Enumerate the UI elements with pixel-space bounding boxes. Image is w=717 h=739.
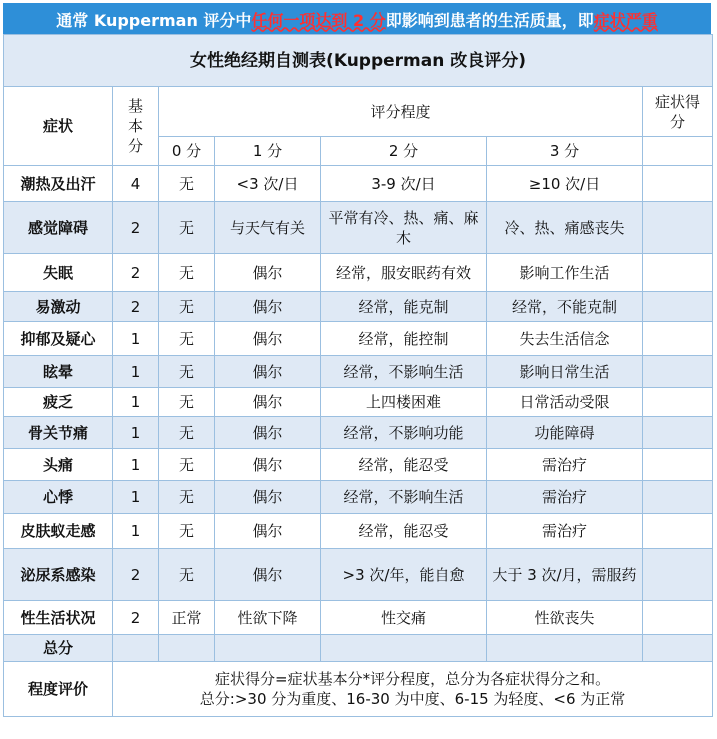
level-0-desc: 正常 bbox=[159, 601, 215, 635]
base-score: 4 bbox=[113, 166, 159, 202]
table-row bbox=[4, 601, 713, 635]
symptom-name: 疲乏 bbox=[4, 388, 113, 417]
header-level-1: 1 分 bbox=[215, 137, 321, 166]
level-3-desc: ≥10 次/日 bbox=[487, 166, 643, 202]
evaluation-line-2: 总分:>30 分为重度、16-30 为中度、6-15 为轻度、<6 为正常 bbox=[199, 690, 626, 708]
level-2-desc: 3-9 次/日 bbox=[321, 166, 487, 202]
level-0-desc: 无 bbox=[159, 449, 215, 481]
symptom-name: 感觉障碍 bbox=[4, 202, 113, 254]
level-0-desc: 无 bbox=[159, 388, 215, 417]
header-symptom-score: 症状得分 bbox=[643, 87, 713, 137]
total-cell bbox=[215, 635, 321, 662]
symptom-name: 易激动 bbox=[4, 292, 113, 322]
symptom-name: 潮热及出汗 bbox=[4, 166, 113, 202]
symptom-score-cell bbox=[643, 322, 713, 356]
level-3-desc: 大于 3 次/月，需服药 bbox=[487, 549, 643, 601]
base-score: 2 bbox=[113, 601, 159, 635]
header-base-score: 基本分 bbox=[113, 87, 159, 166]
level-3-desc: 影响日常生活 bbox=[487, 356, 643, 388]
level-1-desc: 偶尔 bbox=[215, 449, 321, 481]
level-2-desc: 经常，服安眠药有效 bbox=[321, 254, 487, 292]
total-cell bbox=[643, 635, 713, 662]
base-score: 2 bbox=[113, 292, 159, 322]
banner-text-2: 即影响到患者的生活质量，即 bbox=[385, 10, 594, 30]
total-cell bbox=[487, 635, 643, 662]
total-cell bbox=[113, 635, 159, 662]
symptom-score-cell bbox=[643, 601, 713, 635]
symptom-name: 性生活状况 bbox=[4, 601, 113, 635]
symptom-name: 头痛 bbox=[4, 449, 113, 481]
symptom-name: 泌尿系感染 bbox=[4, 549, 113, 601]
level-2-desc: 经常，能控制 bbox=[321, 322, 487, 356]
level-1-desc: 偶尔 bbox=[215, 356, 321, 388]
header-level-2: 2 分 bbox=[321, 137, 487, 166]
level-3-desc: 需治疗 bbox=[487, 449, 643, 481]
level-2-desc: 经常，能忍受 bbox=[321, 449, 487, 481]
level-2-desc: 经常，能克制 bbox=[321, 292, 487, 322]
total-cell bbox=[321, 635, 487, 662]
table-row bbox=[4, 449, 713, 481]
header-level-0: 0 分 bbox=[159, 137, 215, 166]
level-1-desc: 偶尔 bbox=[215, 322, 321, 356]
level-2-desc: 经常，不影响生活 bbox=[321, 356, 487, 388]
total-cell bbox=[159, 635, 215, 662]
base-score: 1 bbox=[113, 388, 159, 417]
evaluation-row bbox=[4, 662, 713, 717]
total-label: 总分 bbox=[4, 635, 113, 662]
level-0-desc: 无 bbox=[159, 202, 215, 254]
level-1-desc: 偶尔 bbox=[215, 292, 321, 322]
banner-highlight-2: 症状严重 bbox=[593, 10, 658, 30]
symptom-score-cell bbox=[643, 514, 713, 549]
symptom-name: 皮肤蚁走感 bbox=[4, 514, 113, 549]
level-0-desc: 无 bbox=[159, 292, 215, 322]
base-score: 2 bbox=[113, 202, 159, 254]
symptom-score-cell bbox=[643, 356, 713, 388]
table-row bbox=[4, 514, 713, 549]
banner-text-1: 通常 Kupperman 评分中 bbox=[56, 10, 252, 30]
level-1-desc: 与天气有关 bbox=[215, 202, 321, 254]
level-2-desc: 性交痛 bbox=[321, 601, 487, 635]
table-row bbox=[4, 388, 713, 417]
level-1-desc: 偶尔 bbox=[215, 514, 321, 549]
table-row bbox=[4, 254, 713, 292]
level-3-desc: 性欲丧失 bbox=[487, 601, 643, 635]
table-row bbox=[4, 356, 713, 388]
header-symptom: 症状 bbox=[4, 87, 113, 166]
symptom-score-cell bbox=[643, 388, 713, 417]
level-3-desc: 需治疗 bbox=[487, 514, 643, 549]
table-title: 女性绝经期自测表(Kupperman 改良评分) bbox=[4, 35, 713, 87]
level-0-desc: 无 bbox=[159, 417, 215, 449]
banner-highlight-1: 任何一项达到 2 分 bbox=[251, 10, 386, 30]
level-3-desc: 失去生活信念 bbox=[487, 322, 643, 356]
level-1-desc: 偶尔 bbox=[215, 481, 321, 514]
table-row bbox=[4, 322, 713, 356]
table-row bbox=[4, 292, 713, 322]
level-3-desc: 功能障碍 bbox=[487, 417, 643, 449]
total-row bbox=[4, 635, 713, 662]
symptom-score-cell bbox=[643, 166, 713, 202]
table-row bbox=[4, 417, 713, 449]
level-2-desc: 经常，不影响生活 bbox=[321, 481, 487, 514]
level-3-desc: 日常活动受限 bbox=[487, 388, 643, 417]
header-banner bbox=[3, 3, 711, 35]
header-degree: 评分程度 bbox=[159, 87, 643, 137]
symptom-name: 失眠 bbox=[4, 254, 113, 292]
level-0-desc: 无 bbox=[159, 254, 215, 292]
base-score: 2 bbox=[113, 549, 159, 601]
symptom-name: 骨关节痛 bbox=[4, 417, 113, 449]
header-level-3: 3 分 bbox=[487, 137, 643, 166]
symptom-score-cell bbox=[643, 292, 713, 322]
base-score: 1 bbox=[113, 449, 159, 481]
table-row bbox=[4, 166, 713, 202]
symptom-score-cell bbox=[643, 417, 713, 449]
symptom-score-cell bbox=[643, 202, 713, 254]
level-3-desc: 影响工作生活 bbox=[487, 254, 643, 292]
level-0-desc: 无 bbox=[159, 166, 215, 202]
level-2-desc: >3 次/年，能自愈 bbox=[321, 549, 487, 601]
base-score: 2 bbox=[113, 254, 159, 292]
level-0-desc: 无 bbox=[159, 481, 215, 514]
evaluation-label: 程度评价 bbox=[4, 662, 113, 717]
level-3-desc: 经常，不能克制 bbox=[487, 292, 643, 322]
level-0-desc: 无 bbox=[159, 356, 215, 388]
symptom-name: 心悸 bbox=[4, 481, 113, 514]
symptom-score-cell bbox=[643, 254, 713, 292]
level-3-desc: 冷、热、痛感丧失 bbox=[487, 202, 643, 254]
symptom-score-cell bbox=[643, 449, 713, 481]
level-2-desc: 经常，能忍受 bbox=[321, 514, 487, 549]
level-2-desc: 上四楼困难 bbox=[321, 388, 487, 417]
level-0-desc: 无 bbox=[159, 514, 215, 549]
level-1-desc: 性欲下降 bbox=[215, 601, 321, 635]
base-score: 1 bbox=[113, 417, 159, 449]
level-1-desc: 偶尔 bbox=[215, 254, 321, 292]
level-2-desc: 平常有冷、热、痛、麻木 bbox=[321, 202, 487, 254]
symptom-name: 抑郁及疑心 bbox=[4, 322, 113, 356]
symptom-score-cell bbox=[643, 549, 713, 601]
base-score: 1 bbox=[113, 322, 159, 356]
evaluation-line-1: 症状得分=症状基本分*评分程度，总分为各症状得分之和。 bbox=[215, 670, 611, 688]
symptom-name: 眩晕 bbox=[4, 356, 113, 388]
level-0-desc: 无 bbox=[159, 549, 215, 601]
base-score: 1 bbox=[113, 514, 159, 549]
table-row bbox=[4, 549, 713, 601]
kupperman-table bbox=[3, 34, 713, 717]
level-0-desc: 无 bbox=[159, 322, 215, 356]
base-score: 1 bbox=[113, 481, 159, 514]
table-body bbox=[4, 35, 713, 717]
table-row bbox=[4, 481, 713, 514]
level-1-desc: 偶尔 bbox=[215, 549, 321, 601]
level-2-desc: 经常，不影响功能 bbox=[321, 417, 487, 449]
evaluation-note bbox=[113, 662, 713, 717]
level-1-desc: 偶尔 bbox=[215, 417, 321, 449]
table-row bbox=[4, 202, 713, 254]
header-score-blank bbox=[643, 137, 713, 166]
level-3-desc: 需治疗 bbox=[487, 481, 643, 514]
symptom-score-cell bbox=[643, 481, 713, 514]
base-score: 1 bbox=[113, 356, 159, 388]
level-1-desc: 偶尔 bbox=[215, 388, 321, 417]
level-1-desc: <3 次/日 bbox=[215, 166, 321, 202]
